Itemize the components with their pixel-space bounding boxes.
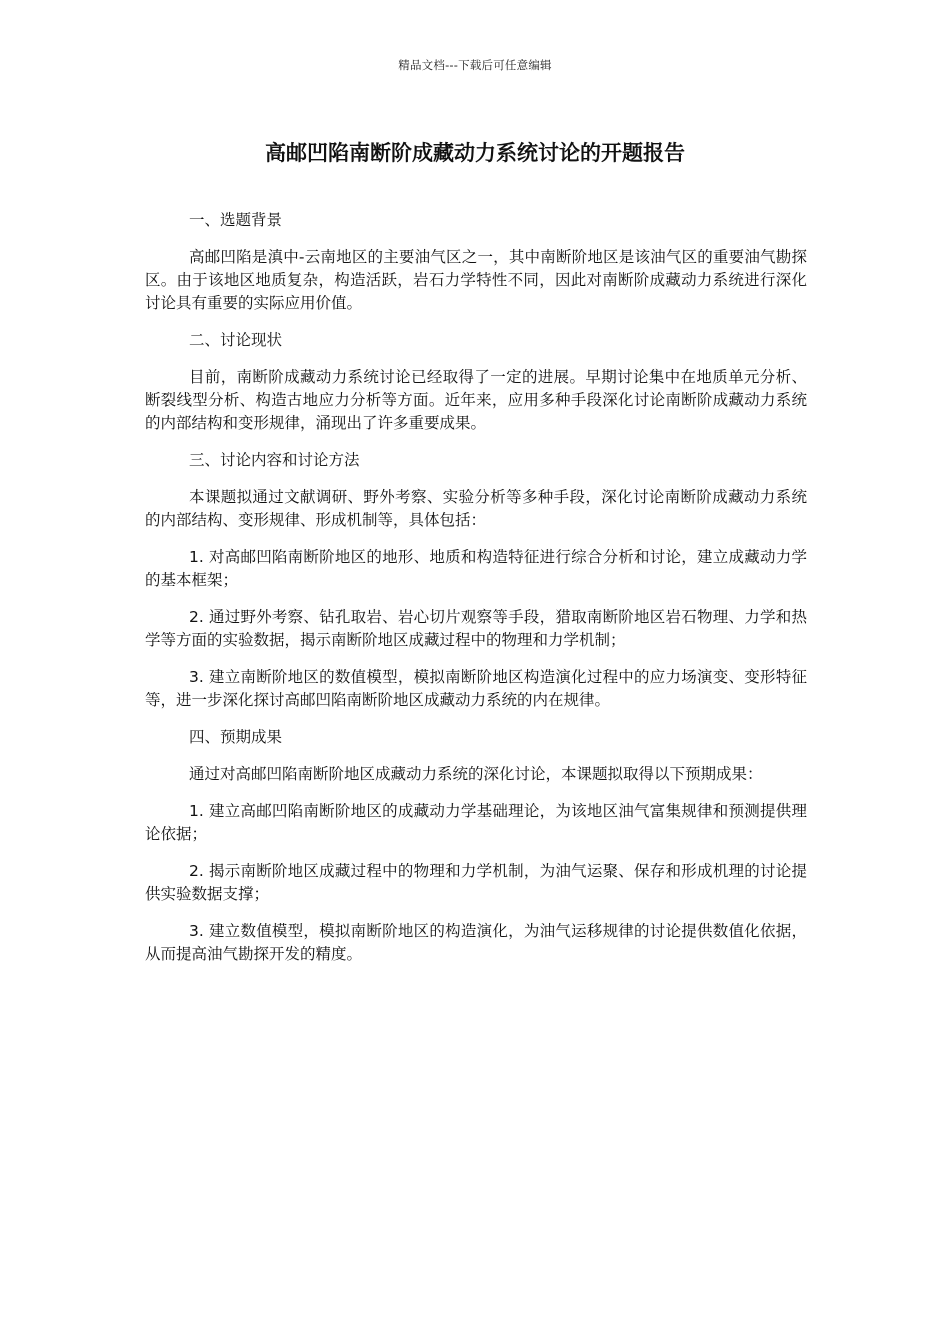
section-heading-status: 二、讨论现状 [189, 331, 283, 349]
list-item: 2. 揭示南断阶地区成藏过程中的物理和力学机制，为油气运聚、保存和形成机理的讨论提供实验数据支撑； [145, 862, 807, 903]
list-item: 3. 建立数值模型，模拟南断阶地区的构造演化，为油气运移规律的讨论提供数值化依据，从而提高油气勘探开发的精度。 [145, 922, 807, 963]
paragraph: 通过对高邮凹陷南断阶地区成藏动力系统的深化讨论，本课题拟取得以下预期成果： [189, 765, 763, 783]
list-item: 1. 对高邮凹陷南断阶地区的地形、地质和构造特征进行综合分析和讨论，建立成藏动力学的基本框架； [145, 548, 807, 589]
paragraph: 高邮凹陷是滇中-云南地区的主要油气区之一，其中南断阶地区是该油气区的重要油气勘探区。由于该地区地质复杂，构造活跃，岩石力学特性不同，因此对南断阶成藏动力系统进行深化讨论具有重要的实际应用价值。 [145, 248, 807, 312]
paragraph: 目前，南断阶成藏动力系统讨论已经取得了一定的进展。早期讨论集中在地质单元分析、断裂线型分析、构造古地应力分析等方面。近年来，应用多种手段深化讨论南断阶成藏动力系统的内部结构和变形规律，涌现出了许多重要成果。 [145, 368, 807, 432]
page-header: 精品文档---下载后可任意编辑 [398, 58, 552, 72]
section-heading-content-methods: 三、讨论内容和讨论方法 [189, 451, 360, 469]
list-item: 3. 建立南断阶地区的数值模型，模拟南断阶地区构造演化过程中的应力场演变、变形特征等，进一步深化探讨高邮凹陷南断阶地区成藏动力系统的内在规律。 [145, 668, 807, 709]
document-body [145, 209, 807, 980]
section-heading-expected-results: 四、预期成果 [189, 728, 283, 746]
paragraph: 本课题拟通过文献调研、野外考察、实验分析等多种手段，深化讨论南断阶成藏动力系统的内部结构、变形规律、形成机制等，具体包括： [145, 488, 807, 529]
section-heading-background: 一、选题背景 [189, 211, 283, 229]
list-item: 1. 建立高邮凹陷南断阶地区的成藏动力学基础理论，为该地区油气富集规律和预测提供理论依据； [145, 802, 807, 843]
document-title: 高邮凹陷南断阶成藏动力系统讨论的开题报告 [265, 141, 685, 165]
list-item: 2. 通过野外考察、钻孔取岩、岩心切片观察等手段，猎取南断阶地区岩石物理、力学和热学等方面的实验数据，揭示南断阶地区成藏过程中的物理和力学机制； [145, 608, 807, 649]
